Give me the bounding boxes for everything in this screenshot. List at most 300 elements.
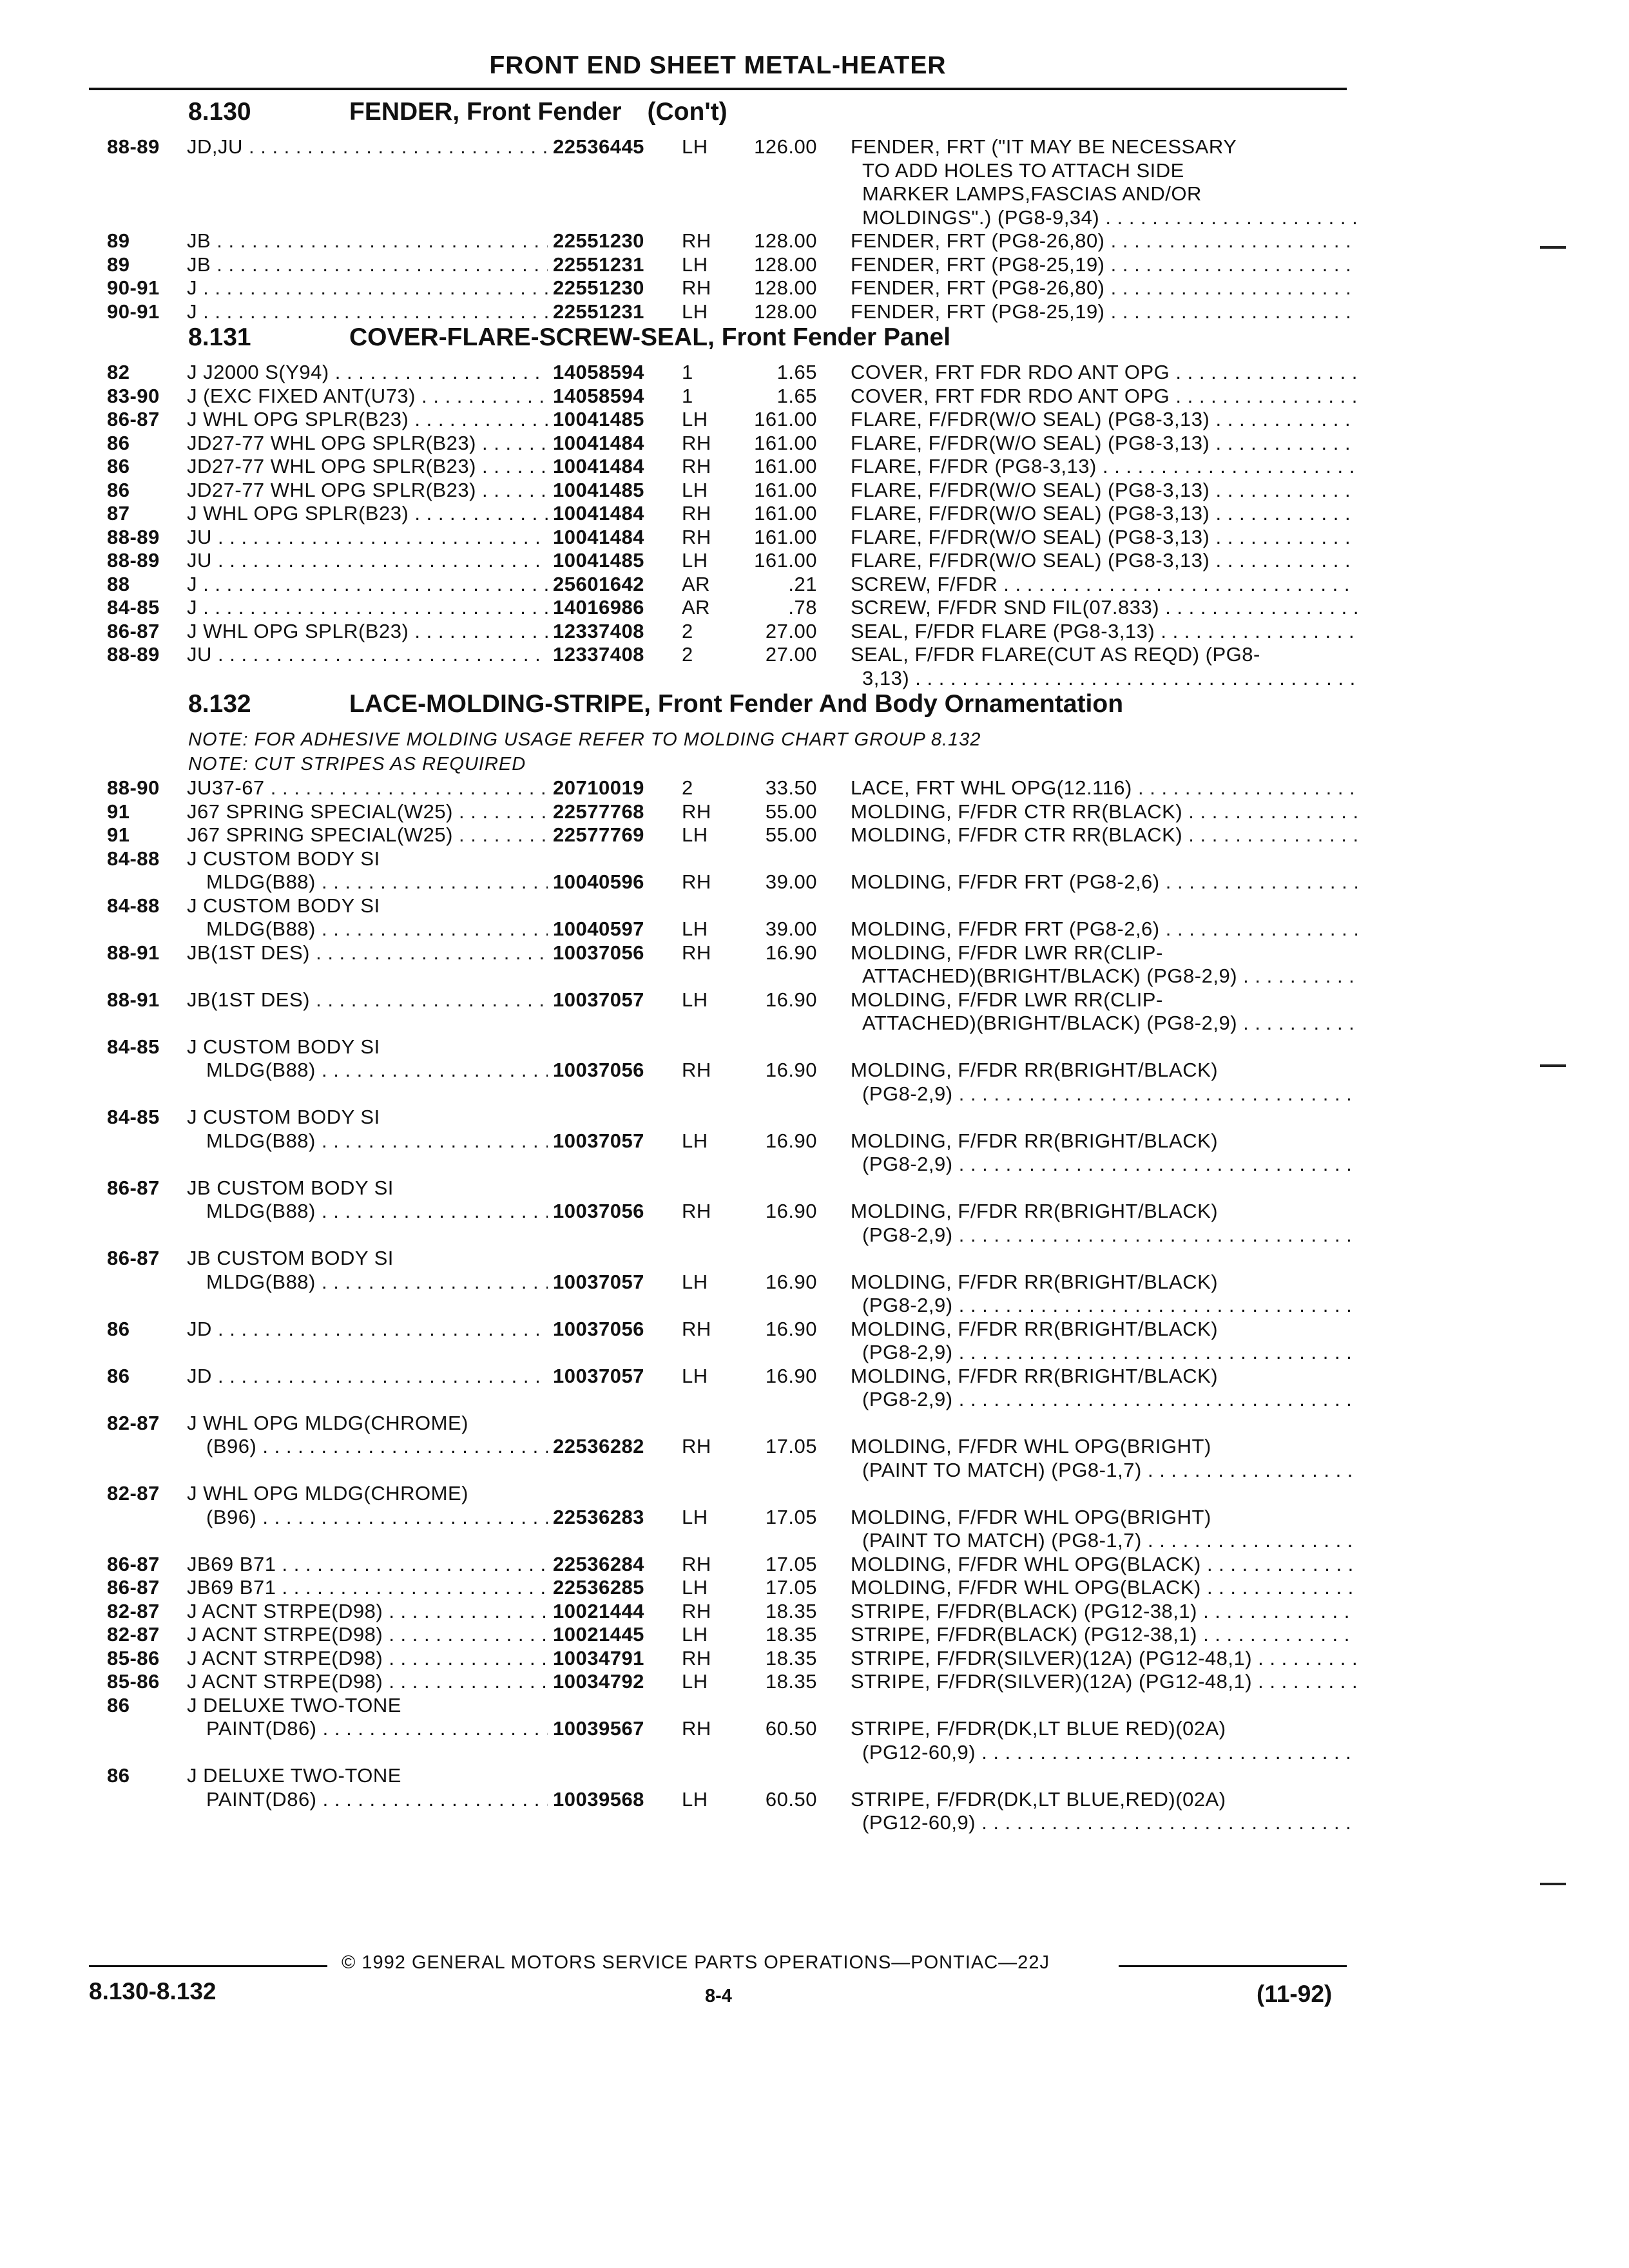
application-description bbox=[187, 1670, 548, 1694]
part-row bbox=[107, 1318, 1357, 1365]
part-name bbox=[851, 1694, 1357, 1765]
part-name-line: (PG8-2,9) . . . bbox=[851, 1341, 1357, 1365]
price: 16.90 bbox=[765, 988, 817, 1011]
quantity: 1 bbox=[682, 361, 693, 383]
part-number: 22577769 bbox=[553, 823, 644, 846]
footer-rule-right bbox=[1119, 1965, 1347, 1967]
quantity: RH bbox=[682, 525, 711, 548]
part-number: 10041485 bbox=[553, 478, 644, 501]
part-number: 10037057 bbox=[553, 1129, 644, 1152]
model-years: 88 bbox=[107, 572, 130, 595]
price: 161.00 bbox=[754, 455, 817, 477]
application-description bbox=[187, 1318, 548, 1365]
description-line: J WHL OPG SPLR(B23) . . . bbox=[187, 408, 548, 432]
part-row bbox=[107, 549, 1357, 573]
price: 161.00 bbox=[754, 549, 817, 572]
part-number: 10041485 bbox=[553, 549, 644, 572]
part-name bbox=[851, 479, 1357, 503]
description-line: J ACNT STRPE(D98) . . . bbox=[187, 1647, 548, 1671]
application-description bbox=[187, 1035, 548, 1106]
application-description bbox=[187, 549, 548, 573]
description-line: J CUSTOM BODY SI bbox=[187, 1106, 380, 1128]
description-line: JD . . . bbox=[187, 1365, 548, 1389]
part-name bbox=[851, 643, 1357, 690]
quantity: RH bbox=[682, 1599, 711, 1622]
price: 27.00 bbox=[765, 643, 817, 666]
model-years: 83-90 bbox=[107, 384, 160, 407]
price: 161.00 bbox=[754, 478, 817, 501]
part-name bbox=[851, 573, 1357, 597]
description-line: MLDG(B88) . . . bbox=[187, 870, 548, 894]
part-row bbox=[107, 1694, 1357, 1765]
application-description bbox=[187, 1694, 548, 1765]
quantity: LH bbox=[682, 478, 708, 501]
application-description bbox=[187, 847, 548, 894]
model-years: 87 bbox=[107, 502, 130, 524]
quantity: RH bbox=[682, 800, 711, 823]
price: 161.00 bbox=[754, 431, 817, 454]
footer-rule-left bbox=[89, 1965, 327, 1967]
part-row bbox=[107, 479, 1357, 503]
section-heading bbox=[107, 323, 1357, 361]
part-name-line: FENDER, FRT (PG8-26,80) . . . bbox=[851, 229, 1357, 253]
part-number: 10037057 bbox=[553, 1270, 644, 1293]
description-line: JB . . . bbox=[187, 253, 548, 277]
application-description bbox=[187, 1247, 548, 1318]
application-description bbox=[187, 526, 548, 550]
part-row bbox=[107, 1764, 1357, 1835]
part-name bbox=[851, 1106, 1357, 1177]
quantity: LH bbox=[682, 918, 708, 940]
part-number: 20710019 bbox=[553, 776, 644, 799]
part-name bbox=[851, 361, 1357, 385]
part-number: 14058594 bbox=[553, 384, 644, 407]
part-name-line: FLARE, F/FDR(W/O SEAL) (PG8-3,13) . . . bbox=[851, 432, 1357, 456]
model-years: 86-87 bbox=[107, 1552, 160, 1575]
price: 1.65 bbox=[776, 361, 817, 383]
model-years: 88-89 bbox=[107, 643, 160, 666]
part-number: 10039567 bbox=[553, 1717, 644, 1740]
revision-date: (11-92) bbox=[1257, 1981, 1333, 2007]
quantity: LH bbox=[682, 1576, 708, 1599]
description-line: J DELUXE TWO-TONE bbox=[187, 1764, 401, 1787]
part-row bbox=[107, 300, 1357, 324]
part-number: 12337408 bbox=[553, 643, 644, 666]
part-name bbox=[851, 1035, 1357, 1106]
description-line: J (EXC FIXED ANT(U73) . . . bbox=[187, 385, 548, 408]
part-row bbox=[107, 276, 1357, 300]
part-number: 22536282 bbox=[553, 1435, 644, 1457]
part-number: 22536285 bbox=[553, 1576, 644, 1599]
part-name bbox=[851, 549, 1357, 573]
part-name-line: MOLDING, F/FDR WHL OPG(BRIGHT) bbox=[851, 1505, 1211, 1528]
quantity: LH bbox=[682, 1670, 708, 1693]
price: 60.50 bbox=[765, 1787, 817, 1811]
part-row bbox=[107, 385, 1357, 408]
part-name bbox=[851, 1764, 1357, 1835]
quantity: RH bbox=[682, 941, 711, 964]
quantity: AR bbox=[682, 596, 711, 619]
price: .78 bbox=[788, 596, 817, 619]
part-name-line: MOLDING, F/FDR FRT (PG8-2,6) . . . bbox=[851, 870, 1357, 894]
model-years: 88-91 bbox=[107, 988, 160, 1011]
model-years: 84-85 bbox=[107, 1035, 160, 1058]
part-row bbox=[107, 596, 1357, 620]
part-number: 10021445 bbox=[553, 1623, 644, 1646]
section-number: 8.131 bbox=[188, 323, 251, 351]
quantity: LH bbox=[682, 1129, 708, 1152]
part-row bbox=[107, 941, 1357, 988]
part-name-line: FLARE, F/FDR(W/O SEAL) (PG8-3,13) . . . bbox=[851, 549, 1357, 573]
part-name bbox=[851, 135, 1357, 229]
description-line: JU . . . bbox=[187, 526, 548, 550]
quantity: RH bbox=[682, 1717, 711, 1740]
part-name-line: MOLDING, F/FDR LWR RR(CLIP- bbox=[851, 941, 1163, 964]
quantity: LH bbox=[682, 1270, 708, 1293]
description-line: JB(1ST DES) . . . bbox=[187, 988, 548, 1012]
part-number: 22536284 bbox=[553, 1552, 644, 1575]
application-description bbox=[187, 776, 548, 800]
application-description bbox=[187, 1106, 548, 1177]
part-row bbox=[107, 1247, 1357, 1318]
part-name-line: (PG8-2,9) . . . bbox=[851, 1294, 1357, 1318]
quantity: LH bbox=[682, 549, 708, 572]
section-heading bbox=[107, 690, 1357, 727]
application-description bbox=[187, 300, 548, 324]
model-years: 84-85 bbox=[107, 596, 160, 619]
part-name-line: (PG8-2,9) . . . bbox=[851, 1388, 1357, 1412]
part-name-line: LACE, FRT WHL OPG(12.116) . . . bbox=[851, 776, 1357, 800]
description-line: J CUSTOM BODY SI bbox=[187, 1035, 380, 1058]
application-description bbox=[187, 361, 548, 385]
model-years: 90-91 bbox=[107, 300, 160, 323]
application-description bbox=[187, 502, 548, 526]
quantity: LH bbox=[682, 1364, 708, 1387]
part-number: 10041484 bbox=[553, 502, 644, 524]
part-name bbox=[851, 1365, 1357, 1412]
application-description bbox=[187, 988, 548, 1035]
quantity: RH bbox=[682, 870, 711, 893]
part-name bbox=[851, 1247, 1357, 1318]
model-years: 86 bbox=[107, 1317, 130, 1340]
part-row bbox=[107, 1365, 1357, 1412]
part-name-line: MOLDING, F/FDR WHL OPG(BLACK) . . . bbox=[851, 1553, 1357, 1577]
quantity: RH bbox=[682, 431, 711, 454]
part-name bbox=[851, 408, 1357, 432]
application-description bbox=[187, 432, 548, 456]
part-name bbox=[851, 1412, 1357, 1483]
price: 161.00 bbox=[754, 525, 817, 548]
part-number: 10037057 bbox=[553, 988, 644, 1011]
description-line: J WHL OPG MLDG(CHROME) bbox=[187, 1482, 468, 1504]
part-name bbox=[851, 1670, 1357, 1694]
part-number: 10021444 bbox=[553, 1599, 644, 1622]
model-years: 86 bbox=[107, 455, 130, 477]
quantity: LH bbox=[682, 1787, 708, 1811]
model-years: 86 bbox=[107, 478, 130, 501]
price: 55.00 bbox=[765, 800, 817, 823]
model-years: 88-89 bbox=[107, 135, 160, 158]
description-line: J WHL OPG MLDG(CHROME) bbox=[187, 1411, 468, 1434]
part-name bbox=[851, 229, 1357, 253]
quantity: LH bbox=[682, 408, 708, 430]
part-row bbox=[107, 1412, 1357, 1483]
description-line: JB69 B71 . . . bbox=[187, 1553, 548, 1577]
part-name bbox=[851, 385, 1357, 408]
part-row bbox=[107, 1576, 1357, 1600]
quantity: RH bbox=[682, 276, 711, 299]
model-years: 88-89 bbox=[107, 549, 160, 572]
quantity: LH bbox=[682, 1505, 708, 1528]
description-line: J67 SPRING SPECIAL(W25) . . . bbox=[187, 800, 548, 824]
part-name-line: (PAINT TO MATCH) (PG8-1,7) . . . bbox=[851, 1529, 1357, 1553]
price: 128.00 bbox=[754, 229, 817, 252]
description-line: PAINT(D86) . . . bbox=[187, 1717, 548, 1741]
application-description bbox=[187, 643, 548, 690]
copyright-text: © 1992 GENERAL MOTORS SERVICE PARTS OPERATIONS—PONTIAC—22J bbox=[342, 1952, 1050, 1973]
part-name-line: SCREW, F/FDR . . . bbox=[851, 573, 1357, 597]
price: 33.50 bbox=[765, 776, 817, 799]
price: 126.00 bbox=[754, 135, 817, 158]
part-name-line: MOLDING, F/FDR RR(BRIGHT/BLACK) bbox=[851, 1200, 1219, 1222]
part-name-line: FLARE, F/FDR(W/O SEAL) (PG8-3,13) . . . bbox=[851, 526, 1357, 550]
section-title: LACE-MOLDING-STRIPE, Front Fender And Body Ornamentation bbox=[349, 690, 1124, 718]
part-row bbox=[107, 408, 1357, 432]
application-description bbox=[187, 823, 548, 847]
model-years: 84-85 bbox=[107, 1106, 160, 1128]
part-number: 22536445 bbox=[553, 135, 644, 158]
part-row bbox=[107, 1482, 1357, 1553]
price: 18.35 bbox=[765, 1646, 817, 1669]
part-name bbox=[851, 276, 1357, 300]
price: 128.00 bbox=[754, 253, 817, 276]
part-name bbox=[851, 432, 1357, 456]
application-description bbox=[187, 385, 548, 408]
description-line: J DELUXE TWO-TONE bbox=[187, 1693, 401, 1716]
quantity: RH bbox=[682, 1435, 711, 1457]
part-name-line: (PG12-60,9) . . . bbox=[851, 1811, 1357, 1835]
price: 161.00 bbox=[754, 408, 817, 430]
price: 39.00 bbox=[765, 918, 817, 940]
section-number: 8.132 bbox=[188, 690, 251, 718]
description-line: MLDG(B88) . . . bbox=[187, 1200, 548, 1224]
description-line: J J2000 S(Y94) . . . bbox=[187, 361, 548, 385]
description-line: (B96) . . . bbox=[187, 1435, 548, 1459]
price: 128.00 bbox=[754, 276, 817, 299]
part-name bbox=[851, 1623, 1357, 1647]
description-line: JD27-77 WHL OPG SPLR(B23) . . . bbox=[187, 455, 548, 479]
part-name-line: STRIPE, F/FDR(BLACK) (PG12-38,1) . . . bbox=[851, 1600, 1357, 1624]
application-description bbox=[187, 1600, 548, 1624]
model-years: 89 bbox=[107, 229, 130, 252]
part-name bbox=[851, 502, 1357, 526]
application-description bbox=[187, 408, 548, 432]
quantity: RH bbox=[682, 455, 711, 477]
model-years: 86 bbox=[107, 1693, 130, 1716]
price: 16.90 bbox=[765, 1200, 817, 1222]
description-line: J ACNT STRPE(D98) . . . bbox=[187, 1670, 548, 1694]
model-years: 84-88 bbox=[107, 894, 160, 917]
price: 1.65 bbox=[776, 384, 817, 407]
model-years: 89 bbox=[107, 253, 130, 276]
quantity: RH bbox=[682, 1552, 711, 1575]
quantity: 2 bbox=[682, 619, 693, 642]
price: 128.00 bbox=[754, 300, 817, 323]
application-description bbox=[187, 1553, 548, 1577]
section-note: NOTE: FOR ADHESIVE MOLDING USAGE REFER TO MOLDING CHART GROUP 8.132 bbox=[188, 729, 981, 750]
description-line: MLDG(B88) . . . bbox=[187, 1059, 548, 1082]
model-years: 84-88 bbox=[107, 847, 160, 870]
part-name-line: MOLDING, F/FDR RR(BRIGHT/BLACK) bbox=[851, 1317, 1219, 1340]
part-row bbox=[107, 823, 1357, 847]
header-rule bbox=[89, 88, 1347, 90]
part-number: 10041484 bbox=[553, 431, 644, 454]
description-line: J WHL OPG SPLR(B23) . . . bbox=[187, 620, 548, 644]
price: 16.90 bbox=[765, 1129, 817, 1152]
application-description bbox=[187, 1482, 548, 1553]
part-name-line: STRIPE, F/FDR(SILVER)(12A) (PG12-48,1) . . . bbox=[851, 1670, 1357, 1694]
model-years: 85-86 bbox=[107, 1670, 160, 1693]
part-number: 10040596 bbox=[553, 870, 644, 893]
part-number: 22577768 bbox=[553, 800, 644, 823]
part-name-line: FENDER, FRT (PG8-25,19) . . . bbox=[851, 300, 1357, 324]
part-name-line: (PG8-2,9) . . . bbox=[851, 1224, 1357, 1247]
model-years: 91 bbox=[107, 823, 130, 846]
application-description bbox=[187, 1576, 548, 1600]
part-name-line: COVER, FRT FDR RDO ANT OPG . . . bbox=[851, 385, 1357, 408]
part-name-line: MOLDING, F/FDR RR(BRIGHT/BLACK) bbox=[851, 1129, 1219, 1152]
part-name-line: MOLDING, F/FDR WHL OPG(BRIGHT) bbox=[851, 1435, 1211, 1457]
part-name-line: MARKER LAMPS,FASCIAS AND/OR bbox=[862, 182, 1202, 205]
application-description bbox=[187, 1623, 548, 1647]
part-row bbox=[107, 1647, 1357, 1671]
model-years: 90-91 bbox=[107, 276, 160, 299]
application-description bbox=[187, 135, 548, 229]
part-name-line: MOLDING, F/FDR RR(BRIGHT/BLACK) bbox=[851, 1270, 1219, 1293]
description-line: J WHL OPG SPLR(B23) . . . bbox=[187, 502, 548, 526]
quantity: RH bbox=[682, 502, 711, 524]
section-range: 8.130-8.132 bbox=[89, 1978, 217, 2004]
part-row bbox=[107, 1623, 1357, 1647]
description-line: J CUSTOM BODY SI bbox=[187, 894, 380, 917]
description-line: JB CUSTOM BODY SI bbox=[187, 1176, 394, 1199]
price: 17.05 bbox=[765, 1576, 817, 1599]
part-row bbox=[107, 776, 1357, 800]
part-name-line: SEAL, F/FDR FLARE(CUT AS REQD) (PG8- bbox=[851, 643, 1260, 666]
quantity: 1 bbox=[682, 384, 693, 407]
description-line: JB(1ST DES) . . . bbox=[187, 941, 548, 965]
application-description bbox=[187, 479, 548, 503]
part-name-line: FENDER, FRT (PG8-26,80) . . . bbox=[851, 276, 1357, 300]
part-name bbox=[851, 894, 1357, 941]
part-row bbox=[107, 229, 1357, 253]
description-line: J . . . bbox=[187, 300, 548, 324]
application-description bbox=[187, 894, 548, 941]
part-name bbox=[851, 847, 1357, 894]
quantity: LH bbox=[682, 823, 708, 846]
quantity: AR bbox=[682, 572, 711, 595]
description-line: (B96) . . . bbox=[187, 1506, 548, 1530]
part-name bbox=[851, 1576, 1357, 1600]
margin-tick bbox=[1540, 246, 1566, 249]
description-line: J67 SPRING SPECIAL(W25) . . . bbox=[187, 823, 548, 847]
quantity: 2 bbox=[682, 643, 693, 666]
price: 17.05 bbox=[765, 1552, 817, 1575]
application-description bbox=[187, 1647, 548, 1671]
description-line: JU37-67 . . . bbox=[187, 776, 548, 800]
quantity: LH bbox=[682, 253, 708, 276]
description-line: J . . . bbox=[187, 276, 548, 300]
quantity: LH bbox=[682, 988, 708, 1011]
model-years: 82-87 bbox=[107, 1623, 160, 1646]
price: 17.05 bbox=[765, 1435, 817, 1457]
part-number: 10041484 bbox=[553, 525, 644, 548]
part-number: 10037056 bbox=[553, 1200, 644, 1222]
description-line: MLDG(B88) . . . bbox=[187, 1129, 548, 1153]
part-row bbox=[107, 432, 1357, 456]
part-name-line: (PG12-60,9) . . . bbox=[851, 1741, 1357, 1765]
model-years: 82 bbox=[107, 361, 130, 383]
part-number: 22536283 bbox=[553, 1505, 644, 1528]
part-name bbox=[851, 620, 1357, 644]
part-row bbox=[107, 643, 1357, 690]
part-name-line: MOLDING, F/FDR CTR RR(BLACK) . . . bbox=[851, 800, 1357, 824]
part-number: 25601642 bbox=[553, 572, 644, 595]
part-row bbox=[107, 135, 1357, 229]
part-name-line: FENDER, FRT (PG8-25,19) . . . bbox=[851, 253, 1357, 277]
part-number: 22551230 bbox=[553, 276, 644, 299]
part-row bbox=[107, 1106, 1357, 1177]
price: 16.90 bbox=[765, 941, 817, 964]
part-name-line: MOLDINGS".) (PG8-9,34) . . . bbox=[851, 206, 1357, 230]
part-number: 10039568 bbox=[553, 1787, 644, 1811]
part-name-line: MOLDING, F/FDR LWR RR(CLIP- bbox=[851, 988, 1163, 1011]
part-name-line: STRIPE, F/FDR(DK,LT BLUE,RED)(02A) bbox=[851, 1787, 1226, 1811]
part-name-line: SCREW, F/FDR SND FIL(07.833) . . . bbox=[851, 596, 1357, 620]
part-name bbox=[851, 455, 1357, 479]
part-name bbox=[851, 253, 1357, 277]
quantity: RH bbox=[682, 1646, 711, 1669]
part-name-line: FLARE, F/FDR(W/O SEAL) (PG8-3,13) . . . bbox=[851, 408, 1357, 432]
application-description bbox=[187, 229, 548, 253]
description-line: J ACNT STRPE(D98) . . . bbox=[187, 1600, 548, 1624]
part-name-line: ATTACHED)(BRIGHT/BLACK) (PG8-2,9) . . . bbox=[851, 1012, 1357, 1035]
part-number: 22551230 bbox=[553, 229, 644, 252]
price: 60.50 bbox=[765, 1717, 817, 1740]
model-years: 86 bbox=[107, 431, 130, 454]
application-description bbox=[187, 596, 548, 620]
page-number: 8-4 bbox=[705, 1986, 732, 2006]
part-row bbox=[107, 1670, 1357, 1694]
description-line: J . . . bbox=[187, 596, 548, 620]
description-line: JU . . . bbox=[187, 549, 548, 573]
description-line: J . . . bbox=[187, 573, 548, 597]
application-description bbox=[187, 253, 548, 277]
part-name-line: MOLDING, F/FDR RR(BRIGHT/BLACK) bbox=[851, 1059, 1219, 1081]
model-years: 82-87 bbox=[107, 1599, 160, 1622]
price: 55.00 bbox=[765, 823, 817, 846]
parts-listing bbox=[107, 98, 1357, 1835]
part-row bbox=[107, 988, 1357, 1035]
application-description bbox=[187, 800, 548, 824]
part-row bbox=[107, 1600, 1357, 1624]
price: 27.00 bbox=[765, 619, 817, 642]
part-name bbox=[851, 941, 1357, 988]
part-name-line: MOLDING, F/FDR FRT (PG8-2,6) . . . bbox=[851, 918, 1357, 941]
part-number: 22551231 bbox=[553, 300, 644, 323]
model-years: 86-87 bbox=[107, 1247, 160, 1269]
application-description bbox=[187, 620, 548, 644]
